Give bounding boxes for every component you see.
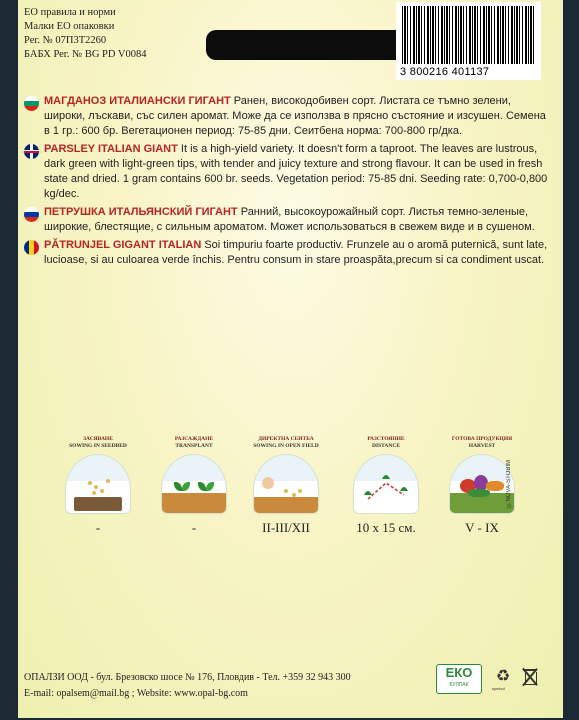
reg-line: ЕО правила и норми <box>24 7 116 18</box>
stage-transplant <box>154 436 234 536</box>
stage-value: 10 x 15 см. <box>356 520 416 535</box>
regulatory-info <box>24 6 146 62</box>
barcode <box>396 2 541 80</box>
eko-logo-subtext: БУЛПАК <box>449 682 469 688</box>
section-romanian <box>24 238 554 268</box>
bulgaria-flag-icon <box>24 96 39 111</box>
reg-line: Рег. № 07П3Т2260 <box>24 35 107 46</box>
eko-logo-text: ЕКО <box>445 665 473 680</box>
section-title: ПЕТРУШКА ИТАЛЬЯНСКИЙ ГИГАНТ <box>44 206 238 218</box>
section-title: PĂTRUNJEL GIGANT ITALIAN <box>44 239 202 251</box>
reg-line: Малки ЕО опаковки <box>24 21 115 32</box>
reg-line: БАБХ Рег. № BG PD V0084 <box>24 49 147 60</box>
direct-sowing-icon <box>253 454 319 514</box>
stage-label-en: TRANSPLANT <box>175 443 213 449</box>
eko-bulpak-logo <box>436 664 482 694</box>
designer-credit: ©NOVA-STOBIM <box>506 460 512 508</box>
distance-icon <box>353 454 419 514</box>
stage-label-en: DISTANCE <box>371 443 400 449</box>
stage-label-bg: РАЗСТОЯНИЕ <box>367 436 405 442</box>
section-text: Soi timpuriu foarte productiv. Frunzele au o aromă puternică, sunt late, lucioase, si au culoarea verde închis. Pentru consum in stare proaspăta,precum si ca condiment uscat. <box>44 239 548 266</box>
company-footer <box>24 670 351 702</box>
transplant-icon <box>161 454 227 514</box>
romania-flag-icon <box>24 240 39 255</box>
section-english <box>24 142 554 202</box>
stage-value: - <box>191 520 197 535</box>
section-text: Ранен, високодобивен сорт. Листата се тъмно зелени, широки, лъскави, със силен аромат. Може да се използва в прясно състояние и изсушен. Семена в 1 гр.: 600 бр. Вегетационен период: 75-85 дни. Сеитбена норма: 700-800 гр/дка. <box>44 95 546 137</box>
sowing-seedbed-icon <box>65 454 131 514</box>
section-title: PARSLEY ITALIAN GIANT <box>44 143 178 155</box>
stage-value: II-III/XII <box>262 520 310 535</box>
section-text: Ранний, высокоурожайный сорт. Листья темно-зеленые, широкие, блестящие, с сильным ароматом. Может использоваться в свежем виде и в сушеном. <box>44 206 535 233</box>
russia-flag-icon <box>24 207 39 222</box>
redacted-label <box>206 30 406 60</box>
uk-flag-icon <box>24 144 39 159</box>
stage-label-bg: ГОТОВА ПРОДУКЦИЯ <box>451 436 513 442</box>
stage-value: - <box>95 520 101 535</box>
stage-label-bg: ДИРЕКТНА СЕИТБА <box>258 436 314 442</box>
crossed-bin-icon <box>520 666 540 688</box>
stage-distance <box>346 436 426 536</box>
seed-packet-back <box>18 0 563 718</box>
section-russian <box>24 205 554 235</box>
section-title: МАГДАНОЗ ИТАЛИАНСКИ ГИГАНТ <box>44 95 231 107</box>
barcode-bars <box>402 6 534 64</box>
section-text: It is a high-yield variety. It doesn't form a taproot. The leaves are lustrous, dark green with light-green tips, with tender and juicy texture and strong flavour. It can be used in fresh state and dried. 1 gram contains 600 br. seeds. Vegetation period: 75-85 dni. Seeding rate: 0,700-0,800 kg/dec. <box>44 143 548 200</box>
section-bulgarian <box>24 94 554 139</box>
stage-sowing-seedbed <box>58 436 138 536</box>
stage-label-bg: РАЗСАЖДАНЕ <box>174 436 214 442</box>
stage-label-bg: ЗАСЯВАНЕ <box>83 436 113 442</box>
company-contacts: E-mail: opalsem@mail.bg ; Website: www.opal-bg.com <box>24 688 248 699</box>
growing-stages <box>58 436 558 536</box>
description-sections <box>24 94 554 271</box>
stage-label-en: HARVEST <box>468 443 496 449</box>
stage-direct-sowing <box>246 436 326 536</box>
company-address: ОПАЛЗИ ООД - бул. Брезовско шосе № 176, Пловдив - Тел. +359 32 943 300 <box>24 672 351 683</box>
recycle-icon: ♻ <box>495 668 511 685</box>
stage-value: V - IX <box>465 520 499 535</box>
stage-label-en: SOWING IN SEEDBED <box>69 443 127 449</box>
recycle-caption: symbol <box>492 686 505 691</box>
stage-label-en: SOWING IN OPEN FIELD <box>253 443 319 449</box>
barcode-number: 3 800216 401137 <box>400 66 490 78</box>
